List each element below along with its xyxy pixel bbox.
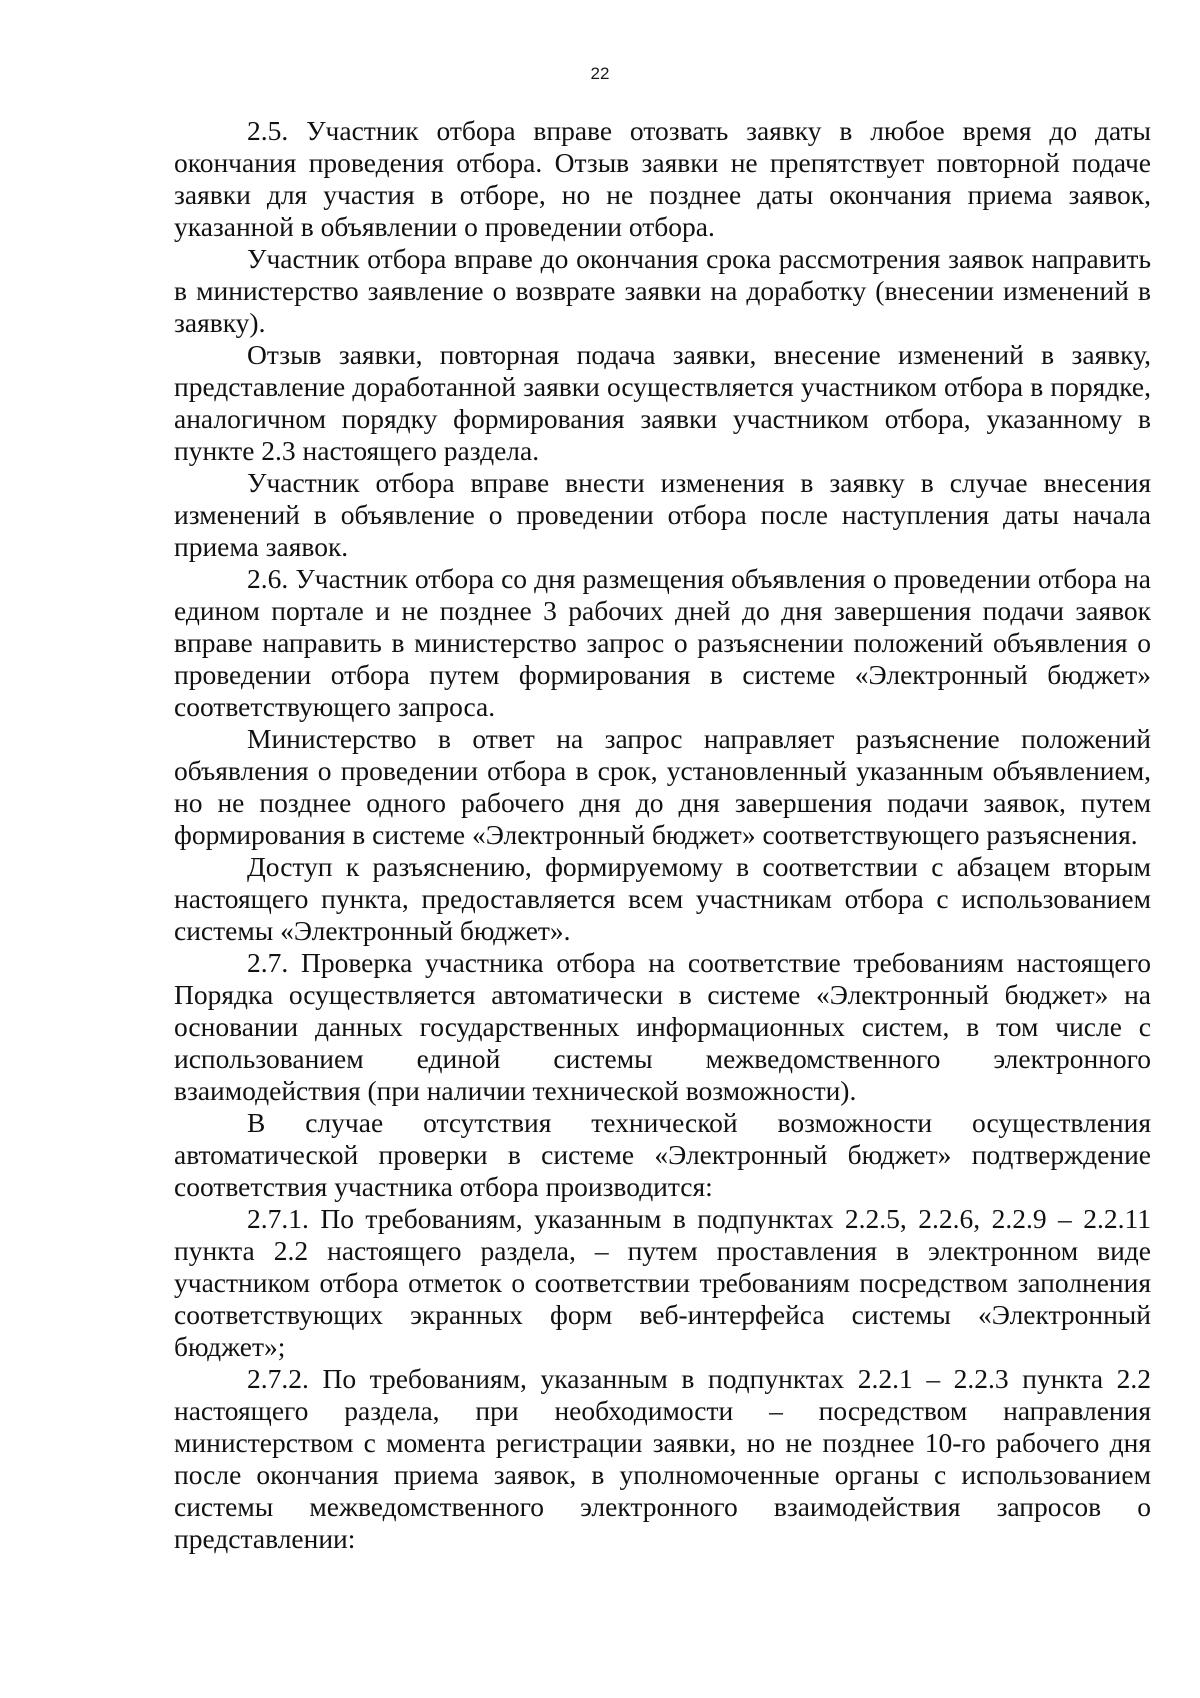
paragraph-2-7: 2.7. Проверка участника отбора на соответствие требованиям настоящего Порядка осуществляется автоматически в системе «Электронный бюджет» на основании данных государственных информационных систем, в том числе с использованием единой системы межведомственного электронного взаимодействия (при наличии технической возможности). [174,947,1151,1106]
paragraph-changes-after-announcement: Участник отбора вправе внести изменения в заявку в случае внесения изменений в объявление о проведении отбора после наступления даты начала приема заявок. [174,467,1151,562]
page-number: 22 [590,64,610,83]
paragraph-2-7-1: 2.7.1. По требованиям, указанным в подпунктах 2.2.5, 2.2.6, 2.2.9 – 2.2.11 пункта 2.2 настоящего раздела, – путем проставления в электронном виде участником отбора отметок о соответствии требованиям посредством заполнения соответствующих экранных форм веб-интерфейса системы «Электронный бюджет»; [174,1203,1151,1362]
paragraph-access-to-clarification: Доступ к разъяснению, формируемому в соответствии с абзацем вторым настоящего пункта, предоставляется всем участникам отбора с использованием системы «Электронный бюджет». [174,851,1151,946]
paragraph-2-6: 2.6. Участник отбора со дня размещения объявления о проведении отбора на едином портале и не позднее 3 рабочих дней до дня завершения подачи заявок вправе направить в министерство запрос о разъяснении положений объявления о проведении отбора путем формирования в системе «Электронный бюджет» соответствующего запроса. [174,563,1151,722]
document-body [174,115,1151,1555]
paragraph-2-7-2: 2.7.2. По требованиям, указанным в подпунктах 2.2.1 – 2.2.3 пункта 2.2 настоящего раздела, при необходимости – посредством направления министерством с момента регистрации заявки, но не позднее 10-го рабочего дня после окончания приема заявок, в уполномоченные органы с использованием системы межведомственного электронного взаимодействия запросов о представлении: [174,1363,1151,1554]
paragraph-resubmission-procedure: Отзыв заявки, повторная подача заявки, внесение изменений в заявку, представление доработанной заявки осуществляется участником отбора в порядке, аналогичном порядку формирования заявки участником отбора, указанному в пункте 2.3 настоящего раздела. [174,339,1151,466]
paragraph-no-technical-possibility: В случае отсутствия технической возможности осуществления автоматической проверки в системе «Электронный бюджет» подтверждение соответствия участника отбора производится: [174,1107,1151,1202]
paragraph-ministry-response: Министерство в ответ на запрос направляет разъяснение положений объявления о проведении отбора в срок, установленный указанным объявлением, но не позднее одного рабочего дня до дня завершения подачи заявок, путем формирования в системе «Электронный бюджет» соответствующего разъяснения. [174,723,1151,850]
paragraph-2-5: 2.5. Участник отбора вправе отозвать заявку в любое время до даты окончания проведения отбора. Отзыв заявки не препятствует повторной подаче заявки для участия в отборе, но не позднее даты окончания приема заявок, указанной в объявлении о проведении отбора. [174,115,1151,242]
paragraph-withdrawal-request: Участник отбора вправе до окончания срока рассмотрения заявок направить в министерство заявление о возврате заявки на доработку (внесении изменений в заявку). [174,243,1151,338]
